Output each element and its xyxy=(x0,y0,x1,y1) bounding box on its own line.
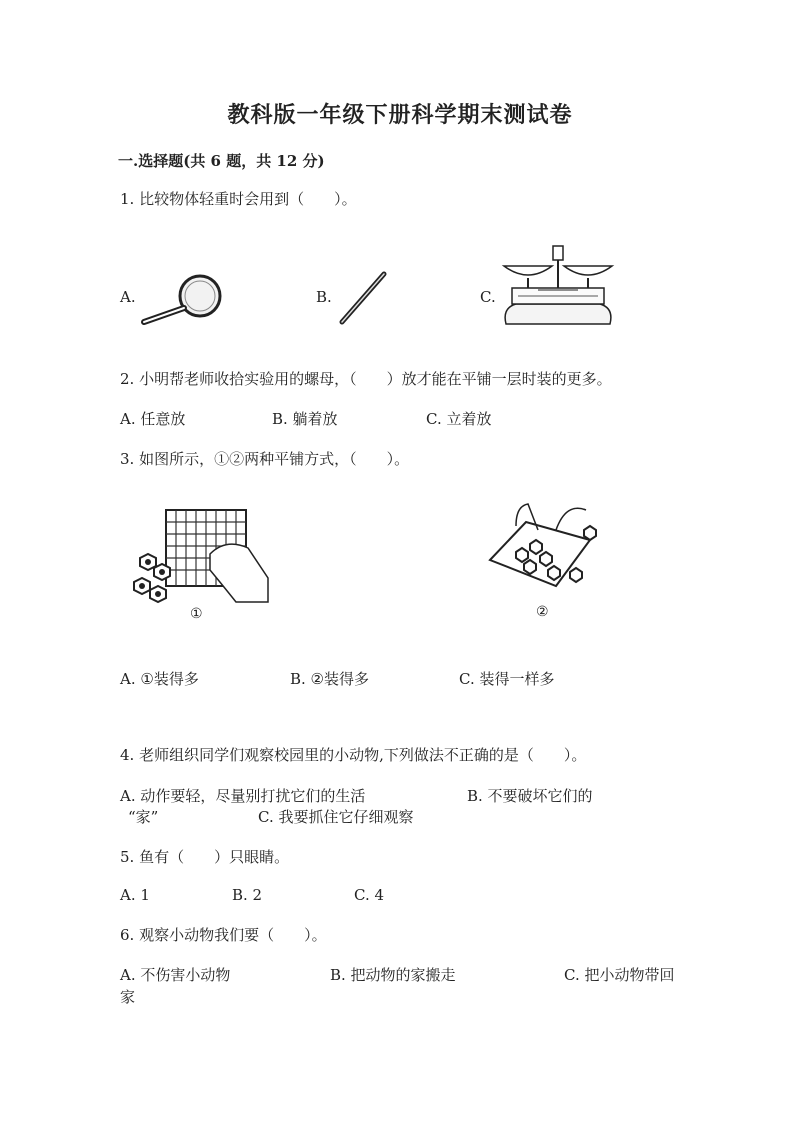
question-6-stem: 6. 观察小动物我们要（ ）。 xyxy=(120,926,327,944)
question-3-option-b[interactable]: B. ②装得多 xyxy=(290,670,370,688)
magnifying-glass-icon xyxy=(138,270,230,328)
question-2-option-a[interactable]: A. 任意放 xyxy=(120,410,186,428)
section-heading: 一.选择题(共 6 题，共 12 分) xyxy=(118,152,325,170)
question-2-stem: 2. 小明帮老师收拾实验用的螺母，（ ）放才能在平铺一层时装的更多。 xyxy=(120,370,612,388)
question-5-option-b[interactable]: B. 2 xyxy=(232,886,263,904)
question-6-option-c-continued: 家 xyxy=(120,988,136,1006)
question-3-option-c[interactable]: C. 装得一样多 xyxy=(459,670,555,688)
balance-scale-icon xyxy=(498,238,618,328)
question-6-option-b[interactable]: B. 把动物的家搬走 xyxy=(330,966,456,984)
question-4-option-c[interactable]: C. 我要抓住它仔细观察 xyxy=(258,808,414,826)
question-2-option-b[interactable]: B. 躺着放 xyxy=(272,410,338,428)
question-4-option-b-continued: “家” xyxy=(128,808,159,826)
question-3-stem: 3. 如图所示，①②两种平铺方式，（ ）。 xyxy=(120,450,410,468)
question-4-option-b[interactable]: B. 不要破坏它们的 xyxy=(467,787,593,805)
question-6-option-a[interactable]: A. 不伤害小动物 xyxy=(120,966,231,984)
question-4-stem: 4. 老师组织同学们观察校园里的小动物,下列做法不正确的是（ ）。 xyxy=(120,746,587,764)
question-5-option-c[interactable]: C. 4 xyxy=(354,886,385,904)
figure-2-label: ② xyxy=(536,604,549,620)
figure-1-label: ① xyxy=(190,606,203,622)
question-1-stem: 1. 比较物体轻重时会用到（ ）。 xyxy=(120,190,357,208)
question-1-option-a[interactable]: A. xyxy=(120,288,136,306)
question-1-option-c[interactable]: C. xyxy=(480,288,496,306)
question-4-option-a[interactable]: A. 动作要轻，尽量别打扰它们的生活 xyxy=(120,787,366,805)
question-6-option-c[interactable]: C. 把小动物带回 xyxy=(564,966,675,984)
ruler-stick-icon xyxy=(336,270,392,328)
question-5-stem: 5. 鱼有（ ）只眼睛。 xyxy=(120,848,290,866)
nut-tray-figure-1 xyxy=(128,508,278,608)
nut-tray-figure-2 xyxy=(486,500,616,600)
question-2-option-c[interactable]: C. 立着放 xyxy=(426,410,492,428)
question-1-option-b[interactable]: B. xyxy=(316,288,332,306)
page-title: 教科版一年级下册科学期末测试卷 xyxy=(227,102,573,128)
question-3-option-a[interactable]: A. ①装得多 xyxy=(120,670,199,688)
question-5-option-a[interactable]: A. 1 xyxy=(120,886,150,904)
